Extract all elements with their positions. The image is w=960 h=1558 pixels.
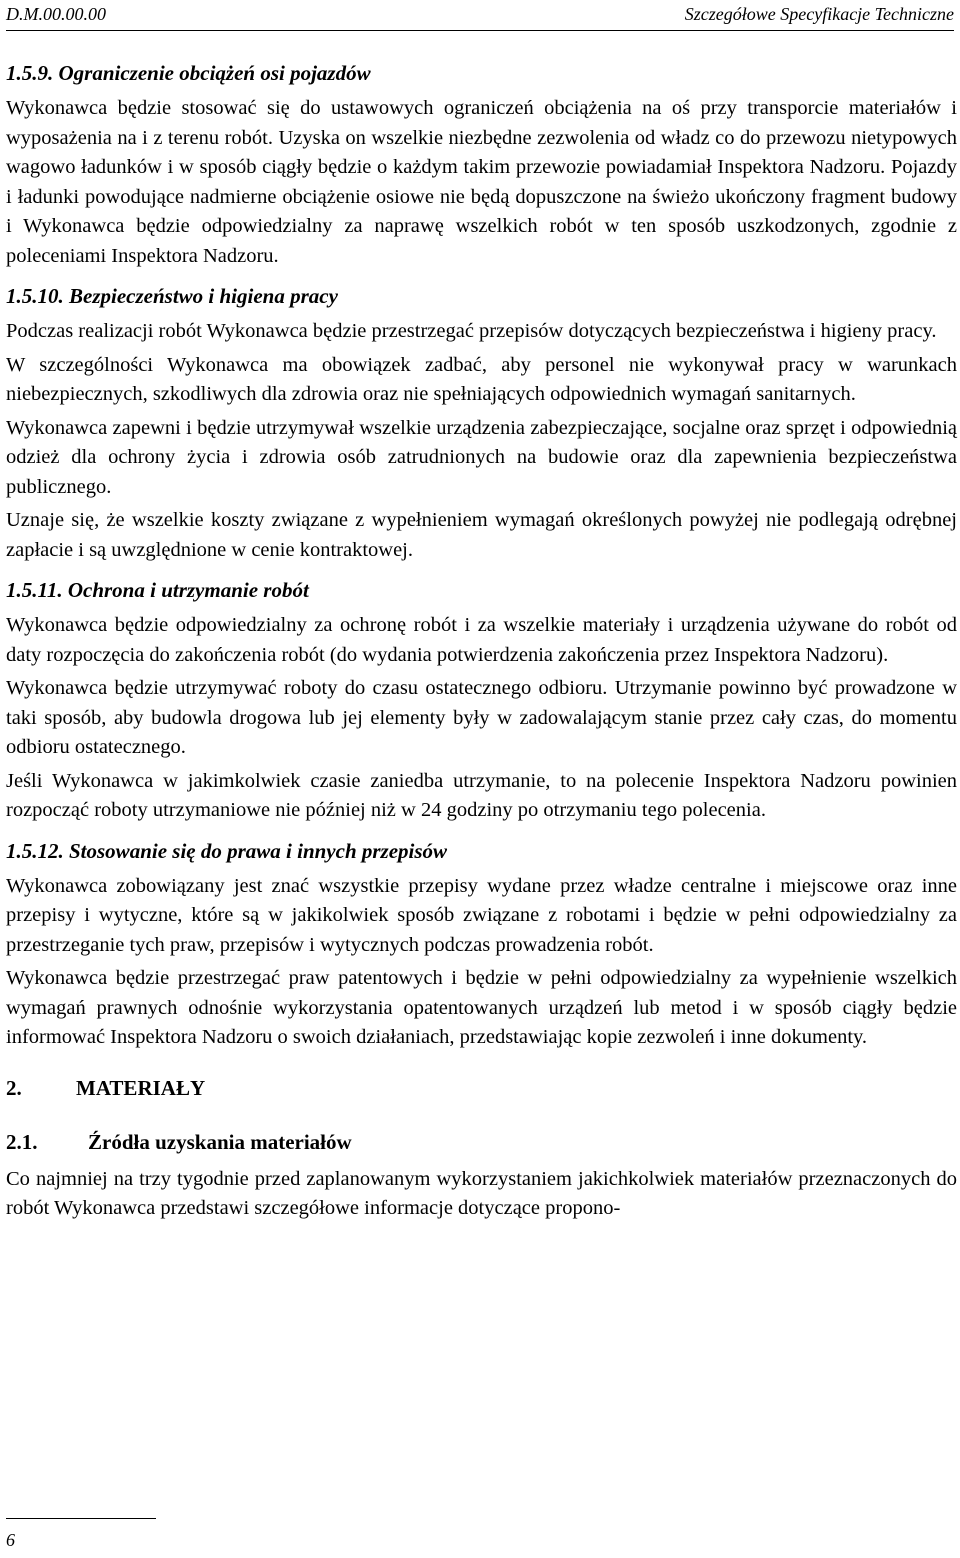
paragraph: Wykonawca zobowiązany jest znać wszystkie przepisy wydane przez władze centralne i miejscowe oraz inne przepisy i wytyczne, które są w jakikolwiek sposób związane z robotami i będzie w pełni odpowiedzialny za przestrzeganie tych praw, przepisów i wytycznych podczas prowadzenia robót. <box>6 874 957 956</box>
section-heading-1-5-10 <box>6 281 957 311</box>
paragraph: Co najmniej na trzy tygodnie przed zaplanowanym wykorzystaniem jakichkolwiek materiałów przeznaczonych do robót Wykonawca przedstawi szczegółowe informacje dotyczące propono- <box>6 1167 957 1219</box>
subsection-number: 2.1. <box>6 1129 38 1154</box>
section-heading-1-5-11 <box>6 575 957 605</box>
section-number: 1.5.11. <box>6 578 63 602</box>
chapter-heading <box>6 1073 957 1103</box>
page-number: 6 <box>6 1530 15 1550</box>
section-title: Ograniczenie obciążeń osi pojazdów <box>58 61 371 85</box>
section-number: 1.5.12. <box>6 838 64 863</box>
header-divider <box>6 30 954 31</box>
section-number: 1.5.9. <box>6 61 54 85</box>
paragraph: Podczas realizacji robót Wykonawca będzie przestrzegać przepisów dotyczących bezpieczeństwa i higieny pracy. <box>6 320 937 342</box>
paragraph: Jeśli Wykonawca w jakimkolwiek czasie zaniedba utrzymanie, to na polecenie Inspektora Nadzoru powinien rozpocząć roboty utrzymaniowe nie później niż w 24 godziny po otrzymaniu tego polecenia. <box>6 769 957 821</box>
document-body <box>6 58 957 1228</box>
subsection-title: Źródła uzyskania materiałów <box>88 1129 352 1154</box>
section-title: Ochrona i utrzymanie robót <box>67 578 309 602</box>
paragraph: Wykonawca będzie stosować się do ustawowych ograniczeń obciążenia na oś przy transporcie materiałów i wyposażenia na i z terenu robót. Uzyska on wszelkie niezbędne zezwolenia od władz co do przewozu nietypowych wagowo ładunków i w sposób ciągły będzie o każdym takim przewozie powiadamiał Inspektora Nadzoru. Pojazdy i ładunki powodujące nadmierne obciążenie osiowe nie będą dopuszczone na świeżo ukończony fragment budowy i Wykonawca będzie odpowiedzialny za naprawę wszelkich robót w ten sposób uszkodzonych, zgodnie z poleceniami Inspektora Nadzoru. <box>6 97 957 267</box>
paragraph: W szczególności Wykonawca ma obowiązek zadbać, aby personel nie wykonywał pracy w warunkach niebezpiecznych, szkodliwych dla zdrowia oraz nie spełniających odpowiednich wymagań sanitarnych. <box>6 353 957 405</box>
section-heading-1-5-9 <box>6 58 957 88</box>
paragraph: Wykonawca będzie utrzymywać roboty do czasu ostatecznego odbioru. Utrzymanie powinno być prowadzone w taki sposób, aby budowla drogowa lub jej elementy były w zadowalającym stanie przez cały czas, do momentu odbioru ostatecznego. <box>6 677 957 758</box>
running-header <box>6 4 954 26</box>
document-title: Szczegółowe Specyfikacje Techniczne <box>684 4 954 24</box>
paragraph: Wykonawca będzie odpowiedzialny za ochronę robót i za wszelkie materiały i urządzenia używane do robót od daty rozpoczęcia do zakończenia robót (do wydania potwierdzenia zakończenia przez Inspektora Nadzoru). <box>6 614 957 666</box>
paragraph: Wykonawca będzie przestrzegać praw patentowych i będzie w pełni odpowiedzialny za wypełnienie wszelkich wymagań prawnych odnośnie wykorzystania opatentowanych urządzeń lub metod i w sposób ciągły będzie informować Inspektora Nadzoru o swoich działaniach, przedstawiając kopie zezwoleń i inne dokumenty. <box>6 967 957 1048</box>
paragraph: Uznaje się, że wszelkie koszty związane z wypełnieniem wymagań określonych powyżej nie podlegają odrębnej zapłacie i są uwzględnione w cenie kontraktowej. <box>6 509 957 561</box>
footer-divider <box>6 1518 156 1519</box>
chapter-title: MATERIAŁY <box>76 1075 206 1100</box>
paragraph: Wykonawca zapewni i będzie utrzymywał wszelkie urządzenia zabezpieczające, socjalne oraz sprzęt i odpowiednią odzież dla ochrony życia i zdrowia osób zatrudnionych na budowie oraz dla zapewnienia bezpieczeństwa publicznego. <box>6 416 957 498</box>
document-code: D.M.00.00.00 <box>6 4 106 24</box>
section-heading-1-5-12 <box>6 836 957 866</box>
subsection-heading <box>6 1127 957 1157</box>
section-title: Bezpieczeństwo i higiena pracy <box>69 284 338 308</box>
section-title: Stosowanie się do prawa i innych przepisów <box>69 838 448 863</box>
chapter-number: 2. <box>6 1075 22 1100</box>
section-number: 1.5.10. <box>6 284 64 308</box>
